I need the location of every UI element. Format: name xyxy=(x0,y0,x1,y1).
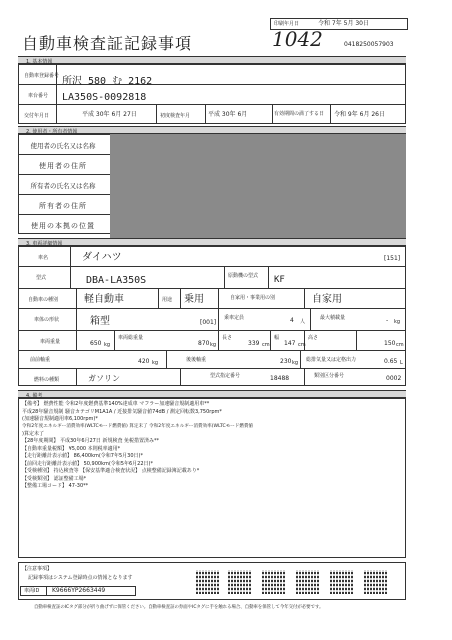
remark-line: 【備考】 燃費性能 令和2年度燃費基準140%達成車 マフラー加速騒音規制適用車** xyxy=(22,401,210,407)
qr-code-1 xyxy=(196,570,220,594)
category-label: 類別区分番号 xyxy=(314,373,345,379)
qr-code-6 xyxy=(364,570,388,594)
vehicle-id-label: 車両ID xyxy=(24,588,40,594)
use: 乗用 xyxy=(184,294,204,305)
notice-text: 記録事項はシステム登録時点の情報となります xyxy=(28,575,133,581)
qr-code-4 xyxy=(296,570,320,594)
remark-line: (加速騒音規制適用車6,100rpm)* xyxy=(22,416,98,422)
height-unit: cm xyxy=(396,342,404,348)
type-label: 自動車の種別 xyxy=(28,297,59,303)
vehicle-id: K9666YP2663449 xyxy=(52,587,106,594)
vehicle-type: 軽自動車 xyxy=(84,294,124,305)
remark-line: 【前回走行距離計表示値】 50,900km(令和5年6月22日)* xyxy=(22,460,153,467)
weight-label: 車両重量 xyxy=(40,339,61,345)
maker-label: 車名 xyxy=(38,255,49,261)
qr-code-2 xyxy=(228,570,252,594)
remark-line: )算定未了 xyxy=(22,430,44,437)
section1-header: 1. 基本情報 xyxy=(18,56,406,64)
base-location-label: 使用の本拠の位置 xyxy=(31,222,95,230)
reg-number: 所沢 580 む 2162 xyxy=(62,76,153,87)
rear-axle-label: 後後軸重 xyxy=(186,357,207,363)
private-use: 自家用 xyxy=(312,294,342,305)
user-address-label: 使用者の住所 xyxy=(39,162,87,170)
reg-number-label: 自動車登録番号 xyxy=(24,73,60,79)
remark-line: 【走行距離計表示値】 86,400km(令和7年5月30日)* xyxy=(22,453,143,460)
private-label: 自家用・事業用の別 xyxy=(230,295,276,301)
handwritten-number: 1042 xyxy=(272,27,323,51)
engine-model: KF xyxy=(274,275,285,285)
remark-line: 平成28年騒音規制 騒音カテゴリM1A1A / 近接排気騒音値74dB / 測定回転数3,750rpm* xyxy=(22,408,222,415)
bottom-note: 自動車検査証のICタグ部分が折り曲げずに保管ください。自動車検査証の券面やICタグに手を触れる場合、自動車を保管して今年交付が必要です。 xyxy=(34,605,324,610)
section2-header: 2. 使用者・所有者情報 xyxy=(18,126,406,134)
qr-code-3 xyxy=(262,570,286,594)
capacity-unit: 人 xyxy=(300,319,306,325)
first-reg: 平成 30年 6月 xyxy=(208,111,248,118)
remark-line: 【受検類別】 認証整備工場* xyxy=(22,475,87,482)
weight: 650 xyxy=(90,340,102,347)
type-designation: 18488 xyxy=(270,375,290,382)
first-reg-label: 初度検査年月 xyxy=(160,113,191,119)
document-title: 自動車検査証記録事項 xyxy=(22,34,193,53)
issue-date: 平成 30年 6月 27日 xyxy=(82,111,137,118)
section4-header: 4. 備考 xyxy=(18,390,406,398)
issue-date-label: 交付年月日 xyxy=(24,113,50,119)
print-date-label: 印刷年月日 xyxy=(274,21,300,27)
redacted-owner-info xyxy=(110,134,406,238)
displacement: 0.65 xyxy=(384,358,398,365)
remark-line: 令和2年度エネルギー消費効率(WLTCモード燃費値) 算定未了 令和2年度エネルギー消費効率(WLTCモード燃費値 xyxy=(22,423,254,429)
print-date: 令和 7年 5月 30日 xyxy=(318,20,369,27)
engine-label: 原動機の型式 xyxy=(228,273,259,279)
category-number: 0002 xyxy=(386,375,402,382)
model: DBA-LA350S xyxy=(86,275,147,286)
front-axle-label: 前前軸重 xyxy=(30,357,51,363)
rear-axle-unit: kg xyxy=(292,360,299,366)
width: 147 xyxy=(284,340,296,347)
remark-line: 【28年度期間】 平成30年6月27日 新規検査 免税措置済み** xyxy=(22,438,160,445)
user-name-label: 使用者の氏名又は名称 xyxy=(30,142,96,150)
model-label: 型式 xyxy=(36,275,47,281)
chassis-label: 車台番号 xyxy=(28,93,49,99)
displacement-label: 総排気量又は定格出力 xyxy=(306,357,357,363)
fuel: ガソリン xyxy=(88,374,120,383)
owner-address-label: 所有者の住所 xyxy=(39,202,87,210)
owner-name-label: 所有者の氏名又は名称 xyxy=(30,182,96,190)
gross-weight-label: 車両総重量 xyxy=(118,335,144,341)
gross-weight-unit: kg xyxy=(210,342,217,348)
document-number: 0418250057903 xyxy=(344,41,394,48)
remarks-list xyxy=(22,402,402,492)
type-designation-label: 型式指定番号 xyxy=(210,373,241,379)
expiry-label: 有効期間の満了する日 xyxy=(274,111,325,117)
width-label: 幅 xyxy=(274,335,280,341)
body-code: [001] xyxy=(200,319,217,326)
remark-line: 【受検種別】 持込検査等 【保安基準適合検査状況】 点検整備記録簿記載あり* xyxy=(22,468,200,475)
remark-line: 【自動車重量税額】 ¥5,000 本則税率適用* xyxy=(22,445,121,452)
chassis-number: LA350S-0092818 xyxy=(62,92,147,103)
length-unit: cm xyxy=(262,342,270,348)
rear-axle: 230 xyxy=(280,358,292,365)
max-load: - xyxy=(386,317,389,324)
expiry-date: 令和 9年 6月 26日 xyxy=(334,111,385,118)
length-label: 長さ xyxy=(222,335,233,341)
fuel-label: 燃料の種類 xyxy=(34,377,60,383)
max-load-unit: kg xyxy=(394,319,401,325)
maker: ダイハツ xyxy=(82,252,122,263)
max-load-label: 最大積載量 xyxy=(320,315,346,321)
width-unit: cm xyxy=(298,342,306,348)
body-label: 車体の形状 xyxy=(34,317,60,323)
front-axle-unit: kg xyxy=(152,360,159,366)
qr-code-5 xyxy=(330,570,354,594)
weight-unit: kg xyxy=(104,342,111,348)
length: 339 xyxy=(248,340,260,347)
gross-weight: 870 xyxy=(198,340,210,347)
front-axle: 420 xyxy=(138,358,150,365)
use-label: 用途 xyxy=(162,297,173,303)
remark-line: 【整備工場コード】 47-30** xyxy=(22,483,89,490)
height: 150 xyxy=(384,340,396,347)
displacement-unit: L xyxy=(400,360,403,366)
height-label: 高さ xyxy=(308,335,319,341)
capacity: 4 xyxy=(290,317,294,324)
body-shape: 箱型 xyxy=(90,316,110,327)
notice-label: 【注意事項】 xyxy=(22,566,53,572)
section3-header: 3. 車両詳細情報 xyxy=(18,238,406,246)
capacity-label: 乗車定員 xyxy=(224,315,245,321)
maker-code: [151] xyxy=(384,255,401,262)
